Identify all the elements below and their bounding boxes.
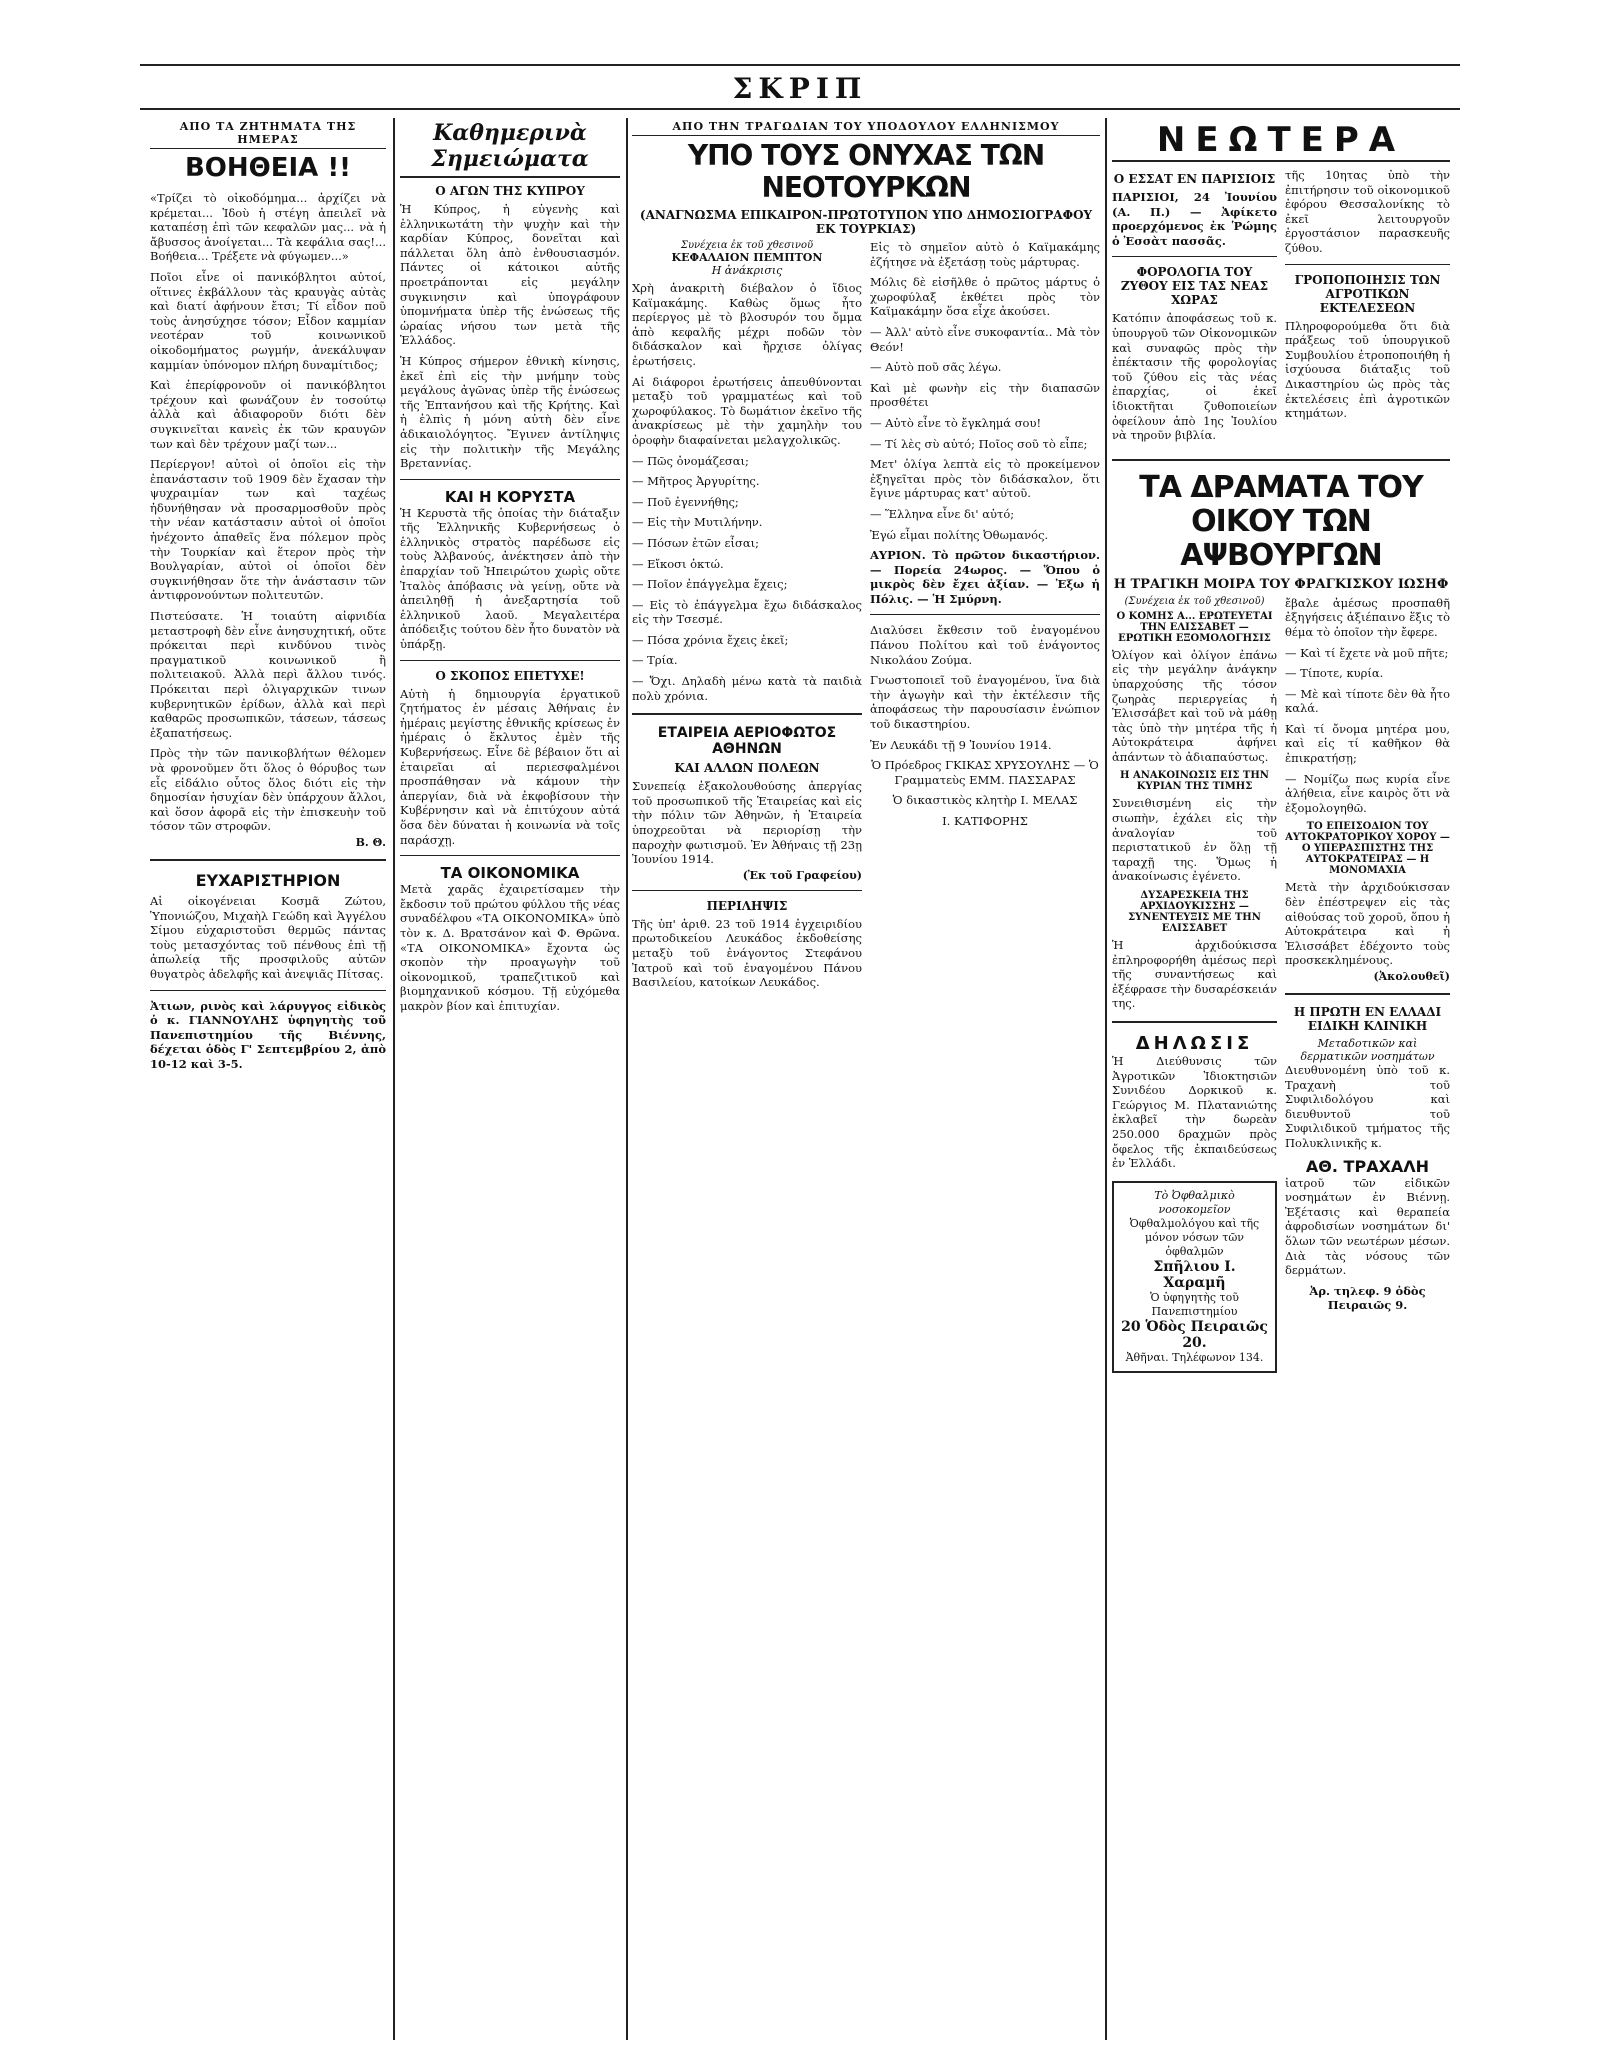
divider	[1285, 264, 1450, 265]
serial-paragraph: — Τί λὲς σὺ αὐτό; Ποῖος σοῦ τὸ εἶπε;	[870, 436, 1088, 451]
notice-heading: ΠΕΡΙΛΗΨΙΣ	[706, 898, 788, 913]
article-paragraph: Ἡ Κύπρος σήμερον ἐθνικὴ κίνησις, ἐκεῖ ἐπὶ εἰς τὴν μνήμην τοὺς μεγάλους ἀγῶνας ὑπὲρ τῆς ἑνώσεως τῆς Ἑπτανήσου καὶ τῆς Κρήτης. Καὶ ἡ ἐλπὶς ἡ μόνη αὐτὴ δὲν εἶνε ἀδικαιολόγητος. Ἔγινεν ἀντίληψις εἰς τὴν πολιτικὴν τῆς Μεγάλης Βρεταννίας.	[400, 353, 620, 471]
chapter-title: Η ἀνάκρισις	[711, 264, 783, 277]
column-1	[150, 120, 386, 2044]
article-paragraph: Αὐτὴ ἡ δημιουργία ἐργατικοῦ ζητήματος ἐν μέσαις Ἀθήναις ἐν ἡμέραις μεγίστης ἐθνικῆς κρίσεως ἐν ἡμέραις ὁ ἔκλυτος ἐμὲν τῆς Κυβερνήσεως. Εἶνε δὲ βέβαιον ὅτι αἱ ἑταιρεῖαι αἱ περιεσφαλμένοι προσπάθησαν νὰ κάμουν τὴν ἀπεργίαν, διὰ νὰ ἐκφοβίσουν τὴν Κυβέρνησιν καὶ νὰ ἐπιτύχουν αὐτά ὅσα δὲν δύναται ἡ κοινωνία νὰ τοῖς παράσχῃ.	[400, 686, 620, 847]
legal-sign: Ὁ Πρόεδρος ΓΚΙΚΑΣ ΧΡΥΣΟΥΛΗΣ — Ὁ Γραμματεὺς ΕΜΜ. ΠΑΣΣΑΡΑΣ	[871, 758, 1099, 787]
column-3-4	[632, 120, 1100, 2044]
serial-paragraph: — Πῶς ὀνομάζεσαι;	[632, 453, 749, 468]
serial-columns	[632, 240, 1100, 996]
habsburg-columns	[1112, 596, 1450, 1373]
serial-paragraph: — Ἕλληνα εἶνε δι' αὐτό;	[870, 506, 1015, 521]
serial-left	[632, 240, 862, 996]
serial-paragraph: Μόλις δὲ εἰσῆλθε ὁ πρῶτος μάρτυς ὁ χωροφύλαξ ἐκθέτει πρὸς τὸν Καϊμακάμην ὅσα εἶχε ἀκούσει.	[870, 275, 1100, 319]
section-heading: Ο ΚΟΜΗΣ Α... ΕΡΩΤΕΥΕΤΑΙ ΤΗΝ ΕΛΙΣΣΑΒΕΤ — ΕΡΩΤΙΚΗ ΕΞΟΜΟΛΟΓΗΣΙΣ	[1116, 610, 1273, 644]
serial-paragraph: Αἱ διάφοροι ἐρωτήσεις ἀπευθύνονται μεταξὺ τοῦ γραμματέως καὶ τοῦ χωροφύλακος. Τὸ δωμάτιον ἐκεῖνο τῆς ἀνακρίσεως μὲ τὴν χαμηλὴν του ὀροφὴν διαφαίνεται μελαγχολικῶς.	[632, 374, 862, 447]
serial-paragraph: — Εἴκοσι ὀκτώ.	[632, 556, 724, 571]
gas-company-heading: ΕΤΑΙΡΕΙΑ ΑΕΡΙΟΦΩΤΟΣ ΑΘΗΝΩΝ	[657, 725, 837, 758]
article-paragraph: Πρὸς τὴν τῶν πανικοβλήτων θέλομεν νὰ φρονοῦμεν ὅτι ὅλος ὁ θόρυβος των εἶς εἰδάλιο οὗτος ὅλος διότι εἰς τὴν δημοσίαν ἡσυχίαν δὲν ὑπάρχουν ἄλλοι, καὶ ὅσον ἀφορᾶ εἰς τὴν ἐπισκευὴν τοῦ τόσον τῶν στροφῶν.	[150, 746, 386, 834]
article-paragraph: Μετὰ χαρᾶς ἐχαιρετίσαμεν τὴν ἔκδοσιν τοῦ πρώτου φύλλου τῆς νέας συναδέλφου «ΤΑ ΟΙΚΟΝΟΜΙΚΑ» ὑπὸ τὸν κ. Δ. Βρατσάνον καὶ Φ. Θρῶνα. «ΤΑ ΟΙΚΟΝΟΜΙΚΑ» ἔχοντα ὡς σκοπὸν τὴν προαγωγὴν τοῦ οἰκονομικοῦ, τραπεζιτικοῦ καὶ βιομηχανικοῦ κόσμου. Τῇ εὐχόμεθα μακρὸν βίον καὶ ἐπιτυχίαν.	[400, 882, 620, 1013]
article-paragraph: Ἡ Κύπρος, ἡ εὐγενὴς καὶ ἑλληνικωτάτη τὴν ψυχὴν καὶ τὴν καρδίαν Κύπρος, δονεῖται καὶ πάλλεται ὅλη ἀπὸ ἐνθουσιασμόν. Πάντες οἱ κάτοικοι αὐτῆς προετράπονται εἰς μεγάλην συγκινησιν καὶ ὑπογράφουν ὑπομνήματα ὑπὲρ τῆς ἐνώσεως τῆς ὡραίας νήσου των μετὰ τῆς Ἑλλάδος.	[400, 202, 620, 348]
ad-address: 20 Ὁδὸς Πειραιῶς 20.	[1121, 1318, 1268, 1351]
divider	[400, 855, 620, 856]
serial-ending: ΑΥΡΙΟΝ. Τὸ πρῶτον δικαστήριον. — Πορεία 24ωρος. — Ὅπου ὁ μικρὸς δὲν ἔχει ἀξίαν. — Ἐξω ἡ Πόλις. — Ἡ Σμύρνη.	[870, 548, 1100, 606]
section-heading: ΚΑΙ Η ΚΟΡΥΣΤΑ	[444, 487, 576, 506]
clinic-text: Διευθυνομένη ὑπὸ τοῦ κ. Τραχανὴ τοῦ Συφιλιδολόγου καὶ διευθυντοῦ τοῦ Συφιλιδικοῦ τμήματος τῆς Πολυκλινικῆς κ.	[1285, 1063, 1450, 1150]
chapter: ΚΕΦΑΛΑΙΟΝ ΠΕΜΠΤΟΝ	[671, 251, 823, 264]
clinic-sub: Μεταδοτικῶν καὶ δερματικῶν νοσημάτων	[1300, 1037, 1435, 1063]
serial-paragraph: — Αὐτὸ ποῦ σᾶς λέγω.	[870, 360, 1002, 375]
article-paragraph: Ὀλίγον καὶ ὀλίγον ἐπάνω εἰς τὴν μεγάλην ἀνάγκην ὑπαρχούσης τῆς τόσον ζωηρὰς περιεργείας ἡ Ἐλισσάβετ καὶ τοῦ νὰ μάθῃ τὰς ὑπὸ τὴν μητέρα τῆς ἡ Αὐτοκράτειρα ἀφήνει ἀπάντων τὸ ἀδιαπαύστως.	[1112, 647, 1277, 764]
column-divider	[393, 118, 395, 2040]
signoff: Β. Θ.	[355, 835, 386, 849]
ophthalmic-ad	[1112, 1181, 1277, 1373]
thanks-text: Αἱ οἰκογένειαι Κοσμᾶ Ζώτου, Ὑπονιώζου, Μιχαὴλ Γεώδη καὶ Ἀγγέλου Σίμου εὐχαριστοῦσι θερμῶς πάντας τοὺς μετασχόντας τοῦ πένθους ἐπὶ τῇ ἀπωλείᾳ τῆς προσφιλοῦς αὐτῶν θυγατρὸς ἀδελφῆς καὶ ἀνεψιᾶς Πίτσας.	[150, 893, 386, 981]
ad-name: Σπῆλιου Ι. Χαραμῆ	[1153, 1258, 1236, 1291]
headline-kathimerina: Καθημερινὰ Σημειώματα	[400, 120, 620, 178]
masthead-title: ΣΚΡΙΠ	[732, 72, 868, 105]
legal-notice: Γνωστοποιεῖ τοῦ ἐναγομένου, ἵνα διὰ τὴν ἀγωγὴν καὶ τὴν ἐκτέλεσιν τῆς ἀποφάσεως τὴν παρουσίασιν ἐνώπιον τοῦ δικαστηρίου.	[870, 673, 1100, 732]
serial-paragraph: — Αὐτὸ εἶνε τὸ ἔγκλημά σου!	[870, 415, 1042, 430]
gas-company-sign: (Ἐκ τοῦ Γραφείου)	[742, 868, 862, 882]
subheadline: (ΑΝΑΓΝΩΣΜΑ ΕΠΙΚΑΙΡΟΝ-ΠΡΩΤΟΤΥΠΟΝ ΥΠΟ ΔΗΜΟΣΙΟΓΡΑΦΟΥ ΕΚ ΤΟΥΡΚΙΑΣ)	[639, 208, 1093, 236]
serial-right	[870, 240, 1100, 996]
column-divider	[626, 118, 628, 2040]
article-paragraph: «Τρίζει τὸ οἰκοδόμημα... ἀρχίζει νὰ κρέμεται... Ἰδοὺ ἡ στέγη ἀπειλεῖ νὰ καταπέσῃ ἐπὶ τῶν κεφαλῶν μας... νὰ ἡ ἄβυσσος ἀνοίγεται... Τὰ κεφάλια σας!... Βοήθεια... Τρέξετε νὰ φύγωμεν...»	[150, 191, 386, 264]
news-heading: ΓΡΟΠΟΠΟΙΗΣΙΣ ΤΩΝ ΑΓΡΟΤΙΚΩΝ ΕΚΤΕΛΕΣΕΩΝ	[1294, 272, 1441, 315]
serial-paragraph: — Εἰς τὴν Μυτιλήνην.	[632, 515, 763, 530]
divider	[400, 660, 620, 661]
divider	[150, 990, 386, 991]
habsburg-left	[1112, 596, 1277, 1373]
continued-note: (Ἀκολουθεῖ)	[1373, 970, 1450, 983]
section-heading: ΤΟ ΕΠΕΙΣΟΔΙΟΝ ΤΟΥ ΑΥΤΟΚΡΑΤΟΡΙΚΟΥ ΧΟΡΟΥ — Ο ΥΠΕΡΑΣΠΙΣΤΗΣ ΤΗΣ ΑΥΤΟΚΡΑΤΕΙΡΑΣ — Η ΜΟΝΟΜΑΧΙΑ	[1285, 821, 1450, 877]
serial-paragraph: — Πόσα χρόνια ἔχεις ἐκεῖ;	[632, 632, 789, 647]
legal-notice: Ἐν Λευκάδι τῇ 9 Ἰουνίου 1914.	[870, 737, 1052, 752]
section-heading: ΔΥΣΑΡΕΣΚΕΙΑ ΤΗΣ ΑΡΧΙΔΟΥΚΙΣΣΗΣ — ΣΥΝΕΝΤΕΥΞΙΣ ΜΕ ΤΗΝ ΕΛΙΣΣΑΒΕΤ	[1128, 890, 1261, 935]
kicker: ΑΠΟ ΤΗΝ ΤΡΑΓΩΔΙΑΝ ΤΟΥ ΥΠΟΔΟΥΛΟΥ ΕΛΛΗΝΙΣΜΟΥ	[632, 120, 1100, 136]
clinic-text: ἰατροῦ τῶν εἰδικῶν νοσημάτων ἐν Βιέννῃ. Ἐξέτασις καὶ θεραπεία ἀφροδισίων νοσημάτων δι' ὅλων τῶν νεωτέρων μέσων. Διὰ τὰς νόσους τῶν δερμάτων.	[1285, 1175, 1450, 1278]
declaration-text: Ἡ Διεύθυνσις τῶν Ἀγροτικῶν Ἰδιοκτησιῶν Συνιδέου Δορκικοῦ κ. Γεώργιος Μ. Πλατανιώτης ἐκλαβεῖ τὴν δωρεὰν 250.000 δραχμῶν πρὸς ὄφελος τῆς ἐκπαιδεύσεως ἐν Ἑλλάδι.	[1112, 1054, 1277, 1171]
news-right	[1285, 168, 1450, 449]
serial-paragraph: Εἰς τὸ σημεῖον αὐτὸ ὁ Καϊμακάμης ἐζήτησε νὰ ἐξετάσῃ τοὺς μάρτυρας.	[870, 240, 1100, 269]
divider	[400, 479, 620, 480]
legal-sign: Ι. ΚΑΤΙΦΟΡΗΣ	[942, 814, 1028, 828]
thanks-heading: ΕΥΧΑΡΙΣΤΗΡΙΟΝ	[195, 870, 341, 890]
serial-note: (Συνέχεια ἐκ τοῦ χθεσινοῦ)	[1124, 595, 1265, 607]
article-paragraph: Περίεργον! αὐτοὶ οἱ ὁποῖοι εἰς τὴν ἐπανάστασιν τοῦ 1909 δὲν ἔχασαν τὴν ψυχραιμίαν των καὶ ταχέως ἠδυνήθησαν νὰ προσαρμοσθοῦν πρὸς τὴν νέαν κατάστασιν αὐτοὶ οἱ ὁποῖοι ἠνέχοντο ἀπαθεῖς ἕνα πόλεμον πρὸς τὴν Τουρκίαν καὶ ἕτερον πρὸς τὴν Βουλγαρίαν, αὐτοὶ οἱ ὁποῖοι δὲν συγκινήθησαν ὅτε τὴν ἀνάστασιν τῶν ἀντιφρονούντων πολιτευτῶν.	[150, 457, 386, 603]
serial-paragraph: — Εἰς τὸ ἐπάγγελμα ἔχω διδάσκαλος εἰς τὴν Τσεσμέ.	[632, 597, 862, 627]
serial-paragraph: — Ποῦ ἐγεννήθης;	[632, 494, 739, 509]
article-paragraph: Ἡ Κερυστὰ τῆς ὁποίας τὴν διάταξιν τῆς Ἑλληνικῆς Κυβερνήσεως ὁ ἑλληνικὸς στρατὸς παρέδωσε εἰς τοὺς Ἀλβανούς, ἀνέκτησεν ἀπὸ τὴν ἐπαρχίαν τοῦ Ἠπειρώτου χωρὶς οὔτε Ἰταλὸς ἀπόβασις νὰ γείνῃ, οὔτε νὰ ἀπειληθῇ ἡ ἀνεξαρτησία τοῦ ἑλληνικοῦ λαοῦ. Μεγαλειτέρα ἀπόδειξις τούτου δὲν ἦτο δυνατὸν νὰ ὑπάρξῃ.	[400, 505, 620, 652]
news-text: Πληροφορούμεθα ὅτι διὰ πράξεως τοῦ ὑπουργικοῦ Συμβουλίου ἐτροποποιήθη ἡ ἰσχύουσα διάταξις τοῦ Δικαστηρίου ὡς πρὸς τὰς ἐκτελέσεις ἐπὶ ἀγροτικῶν κτημάτων.	[1285, 318, 1450, 421]
divider	[870, 614, 1100, 615]
article-paragraph: — Καὶ τί ἔχετε νὰ μοῦ πῆτε;	[1285, 645, 1449, 660]
news-heading: Ο ΕΣΣΑΤ ΕΝ ΠΑΡΙΣΙΟΙΣ	[1113, 172, 1276, 186]
divider	[1112, 256, 1277, 257]
serial-paragraph: — Ποῖον ἐπάγγελμα ἔχεις;	[632, 577, 788, 592]
masthead	[140, 64, 1460, 112]
serial-paragraph: Χρὴ ἀνακριτὴ διέβαλον ὁ ἴδιος Καϊμακάμης. Καθὼς ὅμως ἦτο περίεργος μὲ τὸ βλοσυρόν του ὄμμα ἀπὸ κεφαλῆς μέχρι ποδῶν τὸν διδάσκαλον καὶ ἤρχισε ὀλίγας ἐρωτήσεις.	[632, 281, 862, 368]
ad-line: Ἀθῆναι. Τηλέφωνον 134.	[1125, 1350, 1264, 1364]
news-text: τῆς 10ητας ὑπὸ τὴν ἐπιτήρησιν τοῦ οἰκονομικοῦ ἐφόρου Θεσσαλονίκης τὸ ἐκεῖ λειτουργοῦν ἐργοστάσιον παρασκευῆς ζύθου.	[1285, 168, 1450, 255]
legal-notice: Διαλύσει ἔκθεσιν τοῦ ἐναγομένου Πάνου Πολίτου καὶ τοῦ ἐνάγοντος Νικολάου Ζούμα.	[870, 623, 1100, 667]
serial-paragraph: — Τρία.	[632, 653, 678, 668]
ad-line: Τὸ Ὀφθαλμικὸ νοσοκομεῖον	[1154, 1188, 1235, 1216]
column-5-6	[1112, 120, 1450, 2044]
article-paragraph: Πιστεύσατε. Ἡ τοιαύτη αἰφνιδία μεταστροφὴ δὲν εἶνε ἀνησυχητική, οὔτε πρόκειται περὶ κινδύνου τινὸς πραγματικοῦ κοινωνικοῦ ἢ πολιτειακοῦ. Ἀλλὰ περὶ ἄλλου τινός. Πρόκειται περὶ ὀλιγαρχικῶν τινων κυβερνητικῶν ἐρίδων, ἀλλὰ καὶ περὶ καθαρῶς προσωπικῶν, τάσεων, τάσεως ἐξαπατήσεως.	[150, 609, 386, 740]
article-paragraph: Ἡ ἀρχιδούκισσα ἐπληροφορήθη ἀμέσως περὶ τῆς συναντήσεως καὶ ἐξέφρασε τὴν δυσαρέσκειάν της.	[1112, 938, 1277, 1011]
article-paragraph: Μετὰ τὴν ἀρχιδούκισσαν δὲν ἐπέστρεψεν εἰς τὰς αἰθούσας τοῦ χοροῦ, ὅπου ἡ Αὐτοκράτειρα καὶ ἡ Ἐλισσάβετ ἐδέχοντο τοὺς προσκεκλημένους.	[1285, 880, 1450, 968]
news-heading: ΦΟΡΟΛΟΓΙΑ ΤΟΥ ΖΥΘΟΥ ΕΙΣ ΤΑΣ ΝΕΑΣ ΧΩΡΑΣ	[1120, 265, 1269, 308]
news-text: ΠΑΡΙΣΙΟΙ, 24 Ἰουνίου (Α. Π.) — Ἀφίκετο προερχόμενος ἐκ Ῥώμης ὁ Ἐσσὰτ πασσᾶς.	[1112, 190, 1277, 248]
article-paragraph: Καὶ τί ὄνομα μητέρα μου, καὶ εἰς τί καθῆκον θὰ ἐπικρατήσῃ;	[1285, 721, 1450, 766]
news-columns	[1112, 168, 1450, 449]
column-2	[400, 120, 620, 2044]
gas-company-sub: ΚΑΙ ΑΛΛΩΝ ΠΟΛΕΩΝ	[674, 761, 820, 776]
habsburg-right	[1285, 596, 1450, 1373]
article-paragraph: — Τίποτε, κυρία.	[1285, 666, 1384, 681]
serial-paragraph: Ἐγώ εἶμαι πολίτης Ὀθωμανός.	[870, 527, 1049, 542]
headline-neotera: ΝΕΩΤΕΡΑ	[1112, 120, 1450, 162]
section-heading: ΤΑ ΟΙΚΟΝΟΜΙΚΑ	[440, 864, 580, 883]
divider	[632, 713, 862, 715]
ad-line: Ὁ ὑφηγητὴς τοῦ Πανεπιστημίου	[1150, 1290, 1239, 1318]
section-heading: Ο ΣΚΟΠΟΣ ΕΠΕΤΥΧΕ!	[435, 668, 585, 683]
divider	[632, 890, 862, 891]
declaration-heading: ΔΗΛΩΣΙΣ	[1135, 1033, 1254, 1054]
article-paragraph: — Μὲ καὶ τίποτε δὲν θὰ ἦτο καλά.	[1285, 686, 1450, 716]
divider	[1112, 459, 1450, 461]
clinic-doctor-name: ΑΘ. ΤΡΑΧΑΛΗ	[1305, 1156, 1430, 1176]
column-divider	[1105, 118, 1107, 2040]
headline-habsburgs: ΤΑ ΔΡΑΜΑΤΑ ΤΟΥ ΟΙΚΟΥ ΤΩΝ ΑΨΒΟΥΡΓΩΝ	[1139, 469, 1423, 573]
article-paragraph: Συνειθισμένη εἰς τὴν σιωπὴν, ἐχάλει εἰς τὴν ἀναλογίαν τοῦ περιστατικοῦ ἐν ὅλῃ τῇ ταραχῇ της. Ὅμως ἡ ἀνακοίνωσις ἐγένετο.	[1112, 796, 1277, 884]
section-heading: Η ΑΝΑΚΟΙΝΩΣΙΣ ΕΙΣ ΤΗΝ ΚΥΡΙΑΝ ΤΗΣ ΤΙΜΗΣ	[1120, 770, 1269, 793]
legal-sign: Ὁ δικαστικὸς κλητὴρ Ι. ΜΕΛΑΣ	[892, 793, 1078, 808]
article-paragraph: Καὶ ἐπερίφρονοῦν οἱ πανικόβλητοι τρέχουν καὶ φωνάζουν ἐν τοσούτῳ ἀλλὰ καὶ ἀδιαφοροῦν διότι δὲν συγκινεῖται κανεὶς ἐκ τῶν κραυγῶν των καὶ δὲν τρέχουν μαζί των...	[150, 378, 386, 451]
article-paragraph: Ποῖοι εἶνε οἱ πανικόβλητοι αὐτοί, οἵτινες ἐκβάλλουν τὰς κραυγὰς αὐτὰς καὶ διατί ἀφήνουν ἔτσι; Τί εἶδον ποῦ τοὺς ἀνησύχησε τόσον; Εἶδον καμμίαν νεοτέραν τοῦ κοινωνικοῦ οἰκοδομήματος ρωγμήν, ἀνεκάλυψαν καμμίαν ὑπόνομον πλήρη δυναμίτιδος;	[150, 269, 386, 372]
ad-line: Ὀφθαλμολόγου καὶ τῆς μόνον νόσων τῶν ὀφθαλμῶν	[1129, 1216, 1260, 1258]
article-paragraph: — Νομίζω πως κυρία εἶνε ἀλήθεια, εἶνε καιρὸς ὅτι νὰ ἐξομολογηθῶ.	[1285, 771, 1450, 815]
serial-paragraph: — Πόσων ἐτῶν εἶσαι;	[632, 535, 760, 550]
notice-text: Τῆς ὑπ' ἀριθ. 23 τοῦ 1914 ἐγχειριδίου πρωτοδικείου Λευκάδος ἐκδοθείσης μεταξὺ τοῦ ἐνάγοντος Στεφάνου Ἰατροῦ καὶ τοῦ ἐναγομένου Πάνου Βασιλείου, κατοίκων Λευκάδος.	[632, 916, 862, 990]
news-left	[1112, 168, 1277, 449]
divider	[1112, 1021, 1277, 1023]
serial-paragraph: Καὶ μὲ φωνὴν εἰς τὴν διαπασῶν προσθέτει	[870, 380, 1100, 410]
gas-company-text: Συνεπείᾳ ἐξακολουθούσης ἀπεργίας τοῦ προσωπικοῦ τῆς Ἑταιρείας καὶ εἰς τὴν πόλιν τῶν Ἀθηνῶν, ἡ Ἑταιρεία ὑποχρεοῦται νὰ περιορίσῃ τὴν παροχὴν φωτισμοῦ. Ἐν Ἀθήναις τῇ 23ῃ Ἰουνίου 1914.	[632, 779, 862, 867]
masthead-rule	[140, 108, 1460, 110]
kicker: ΑΠΟ ΤΑ ΖΗΤΗΜΑΤΑ ΤΗΣ ΗΜΕΡΑΣ	[150, 120, 386, 149]
divider	[1285, 993, 1450, 995]
serial-note: Συνέχεια ἐκ τοῦ χθεσινοῦ	[680, 240, 814, 251]
serial-paragraph: Μετ' ὀλίγα λεπτὰ εἰς τὸ προκείμενον ἐξηγεῖται πρὸς τὸν διδάσκαλον, ὅτι ἔγινε μάρτυρας κατ' αὐτοῦ.	[870, 457, 1100, 501]
section-heading: Ο ΑΓΩΝ ΤΗΣ ΚΥΠΡΟΥ	[435, 184, 585, 198]
serial-paragraph: — Μῆτρος Ἀργυρίτης.	[632, 474, 760, 489]
subheadline-habsburgs: Η ΤΡΑΓΙΚΗ ΜΟΙΡΑ ΤΟΥ ΦΡΑΓΚΙΣΚΟΥ ΙΩΣΗΦ	[1113, 576, 1449, 592]
serial-paragraph: — Ἀλλ' αὐτὸ εἶνε συκοφαντία.. Μὰ τὸν Θεόν!	[870, 324, 1100, 354]
news-text: Κατόπιν ἀποφάσεως τοῦ κ. ὑπουργοῦ τῶν Οἰκονομικῶν καὶ συναφῶς πρὸς τὴν ἐπέκτασιν τῆς φορολογίας τοῦ ζύθου εἰς τὰς νέας ἐπαρχίας, οἱ ἐκεῖ ἰδιοκτῆται ζυθοποιείων ὀφείλουν ἀπὸ 1ης Ἰουλίου νὰ τηροῦν βιβλία.	[1112, 311, 1277, 443]
article-paragraph: ἔβαλε ἀμέσως προσπαθῆ ἐξηγήσεις ἀξιέπαινο ἕξις τὸ θέμα τὸ ὁποῖον τὴν ἔφερε.	[1285, 595, 1450, 639]
doctor-ad: Ἀτιων, ρινὸς καὶ λάρυγγος εἰδικὸς ὁ κ. ΓΙΑΝΝΟΥΛΗΣ ὑφηγητὴς τοῦ Πανεπιστημίου τῆς Βιέννης, δέχεται ὁδὸς Γ' Σεπτεμβρίου 2, ἀπὸ 10-12 καὶ 3-5.	[150, 998, 386, 1071]
clinic-heading: Η ΠΡΩΤΗ ΕΝ ΕΛΛΑΔΙ ΕΙΔΙΚΗ ΚΛΙΝΙΚΗ	[1293, 1005, 1442, 1033]
headline-neotourkon: ΥΠΟ ΤΟΥΣ ΟΝΥΧΑΣ ΤΩΝ ΝΕΟΤΟΥΡΚΩΝ	[687, 139, 1045, 204]
headline-voitheia: ΒΟΗΘΕΙΑ !!	[184, 153, 352, 183]
divider	[150, 859, 386, 861]
serial-paragraph: — Ὄχι. Δηλαδὴ μένω κατὰ τὰ παιδιὰ πολὺ χρόνια.	[632, 674, 862, 703]
clinic-address: Ἀρ. τηλεφ. 9 ὁδὸς Πειραιῶς 9.	[1309, 1283, 1426, 1313]
top-rule	[140, 64, 1460, 66]
